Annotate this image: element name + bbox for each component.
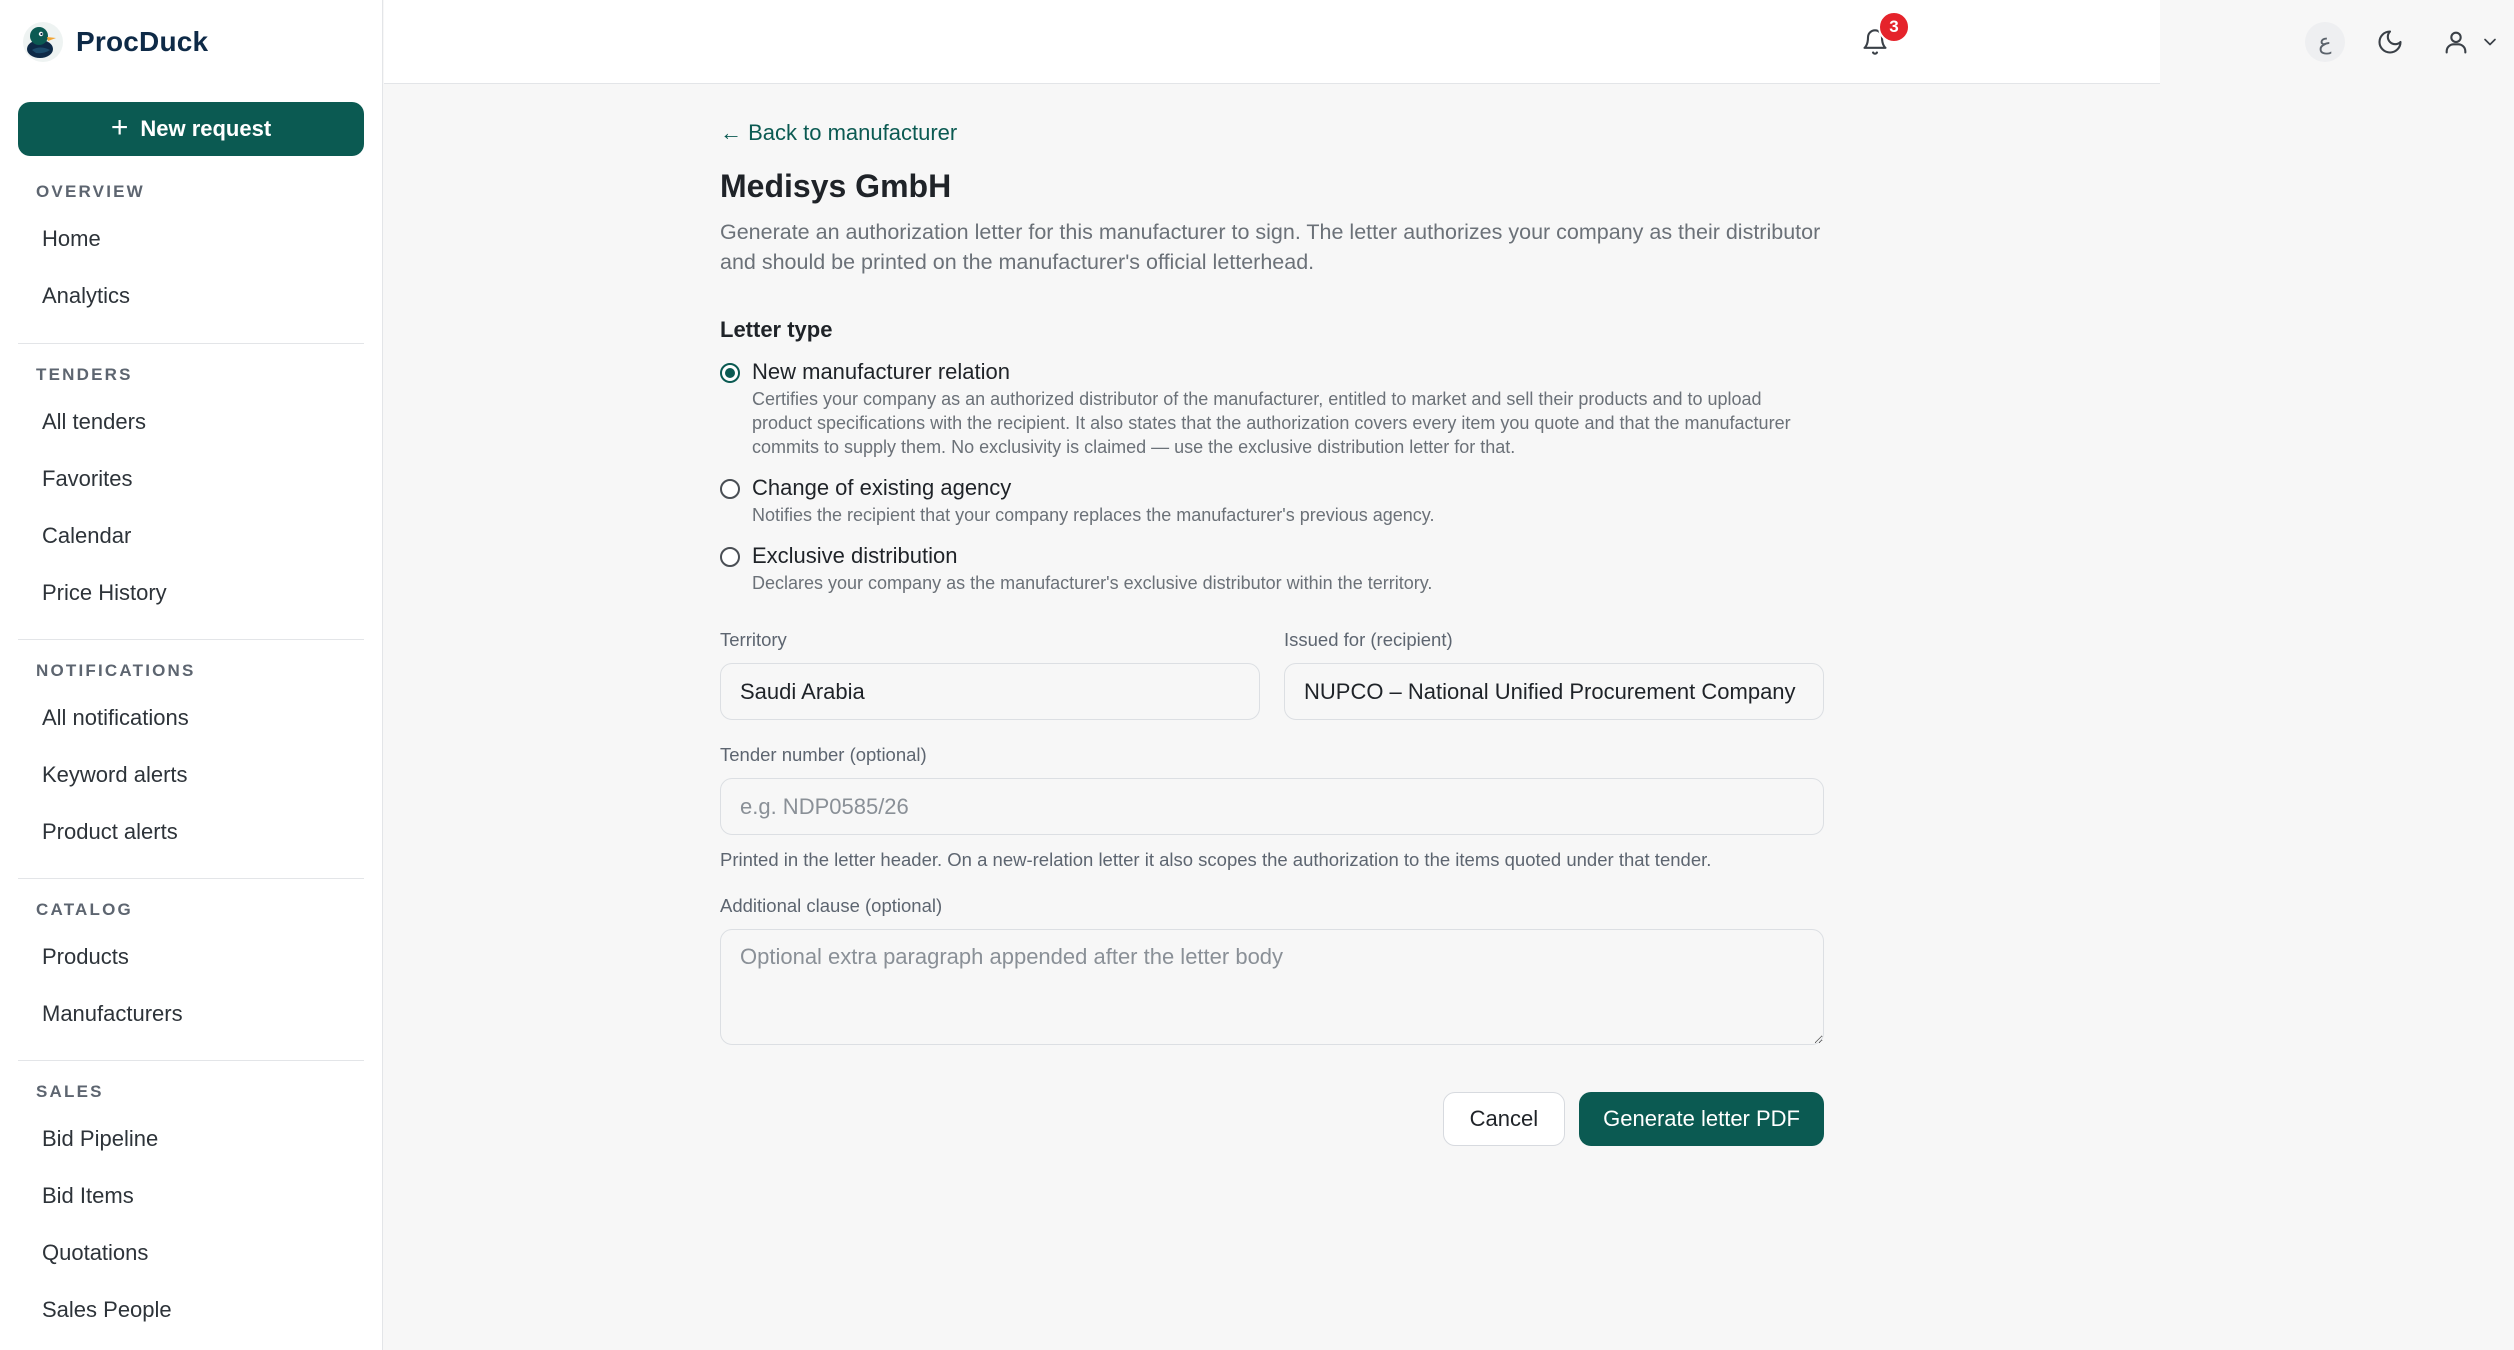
letter-type-option-new-relation[interactable] <box>720 357 1824 459</box>
radio-new-manufacturer-relation[interactable] <box>720 363 740 383</box>
sidebar-item-product-alerts[interactable]: Product alerts <box>42 819 178 844</box>
sidebar-item-products[interactable]: Products <box>42 944 129 969</box>
nav-section-notifications <box>18 659 364 860</box>
cancel-button[interactable]: Cancel <box>1443 1092 1565 1146</box>
sidebar-item-sales-people[interactable]: Sales People <box>42 1297 172 1322</box>
sidebar-item-home[interactable]: Home <box>42 226 101 251</box>
option-title: New manufacturer relation <box>752 359 1011 384</box>
recipient-field-group <box>1284 629 1824 720</box>
divider <box>18 639 364 640</box>
user-icon <box>2442 28 2470 56</box>
sidebar-item-calendar[interactable]: Calendar <box>42 523 132 548</box>
language-switch-button[interactable]: ع <box>2305 22 2345 62</box>
sidebar <box>0 0 383 1350</box>
top-bar <box>384 0 2332 84</box>
form-actions <box>720 1092 1824 1146</box>
territory-recipient-row <box>720 629 1824 720</box>
notification-count-badge: 3 <box>1878 11 1910 43</box>
tender-number-help: Printed in the letter header. On a new-relation letter it also scopes the authorization to the items quoted under that tender. <box>720 849 1712 870</box>
nav-section-title: OVERVIEW <box>36 182 145 201</box>
sidebar-item-manufacturers[interactable]: Manufacturers <box>42 1001 183 1026</box>
generate-letter-pdf-button[interactable]: Generate letter PDF <box>1579 1092 1824 1146</box>
tender-number-label: Tender number (optional) <box>720 744 927 765</box>
sidebar-item-all-notifications[interactable]: All notifications <box>42 705 189 730</box>
option-description: Notifies the recipient that your company replaces the manufacturer's previous agency. <box>752 505 1435 525</box>
nav-section-overview <box>18 180 364 324</box>
nav-section-tenders <box>18 363 364 621</box>
option-title: Exclusive distribution <box>752 543 958 568</box>
theme-toggle-button[interactable] <box>2370 22 2410 62</box>
new-request-button[interactable] <box>18 102 364 156</box>
option-description: Declares your company as the manufacturer's exclusive distributor within the territory. <box>752 573 1433 593</box>
sidebar-item-keyword-alerts[interactable]: Keyword alerts <box>42 762 188 787</box>
territory-field-group <box>720 629 1260 720</box>
nav-section-title: NOTIFICATIONS <box>36 661 196 680</box>
user-menu-button[interactable] <box>2442 22 2514 62</box>
brand-name: ProcDuck <box>76 26 209 57</box>
radio-change-of-existing-agency[interactable] <box>720 479 740 499</box>
back-to-manufacturer-link[interactable]: ← Back to manufacturer <box>720 120 958 145</box>
moon-icon <box>2376 28 2404 56</box>
chevron-down-icon <box>2480 32 2500 52</box>
nav-section-title: CATALOG <box>36 900 133 919</box>
option-description: Certifies your company as an authorized distributor of the manufacturer, entitled to market and sell their products and to upload product specifications with the recipient. It also states that the authorization covers every item you quote and that the manufacturer commits to supply them. No exclusivity is claimed — use the exclusive distribution letter for that. <box>752 389 1791 457</box>
recipient-label: Issued for (recipient) <box>1284 629 1453 650</box>
letter-type-label: Letter type <box>720 317 833 342</box>
letter-type-option-exclusive[interactable] <box>720 541 1824 595</box>
sidebar-item-price-history[interactable]: Price History <box>42 580 167 605</box>
sidebar-item-favorites[interactable]: Favorites <box>42 466 133 491</box>
recipient-input[interactable] <box>1284 663 1824 720</box>
divider <box>18 1060 364 1061</box>
divider <box>18 878 364 879</box>
nav-section-title: TENDERS <box>36 365 133 384</box>
tender-number-field-group <box>720 744 1824 871</box>
option-title: Change of existing agency <box>752 475 1012 500</box>
letter-type-option-change-agency[interactable] <box>720 473 1824 527</box>
main-content <box>720 120 1824 1146</box>
new-request-label: New request <box>140 116 272 141</box>
brand[interactable] <box>22 22 208 62</box>
page-intro: Generate an authorization letter for this manufacturer to sign. The letter authorizes your company as their distributor and should be printed on the manufacturer's official letterhead. <box>720 220 1821 274</box>
divider <box>18 343 364 344</box>
plus-icon: + <box>110 110 129 144</box>
radio-exclusive-distribution[interactable] <box>720 547 740 567</box>
sidebar-item-bid-pipeline[interactable]: Bid Pipeline <box>42 1126 159 1151</box>
sidebar-item-all-tenders[interactable]: All tenders <box>42 409 146 434</box>
nav-section-catalog <box>18 898 364 1042</box>
nav-section-title: SALES <box>36 1082 104 1101</box>
tender-number-input[interactable] <box>720 778 1824 835</box>
additional-clause-label: Additional clause (optional) <box>720 895 943 916</box>
nav-section-sales <box>18 1080 364 1338</box>
sidebar-item-bid-items[interactable]: Bid Items <box>42 1183 134 1208</box>
sidebar-item-analytics[interactable]: Analytics <box>42 283 131 308</box>
additional-clause-textarea[interactable] <box>720 929 1824 1045</box>
additional-clause-field-group <box>720 895 1824 1050</box>
page-title: Medisys GmbH <box>720 168 952 204</box>
duck-logo-icon <box>22 21 64 63</box>
sidebar-item-quotations[interactable]: Quotations <box>42 1240 149 1265</box>
territory-label: Territory <box>720 629 787 650</box>
territory-input[interactable] <box>720 663 1260 720</box>
